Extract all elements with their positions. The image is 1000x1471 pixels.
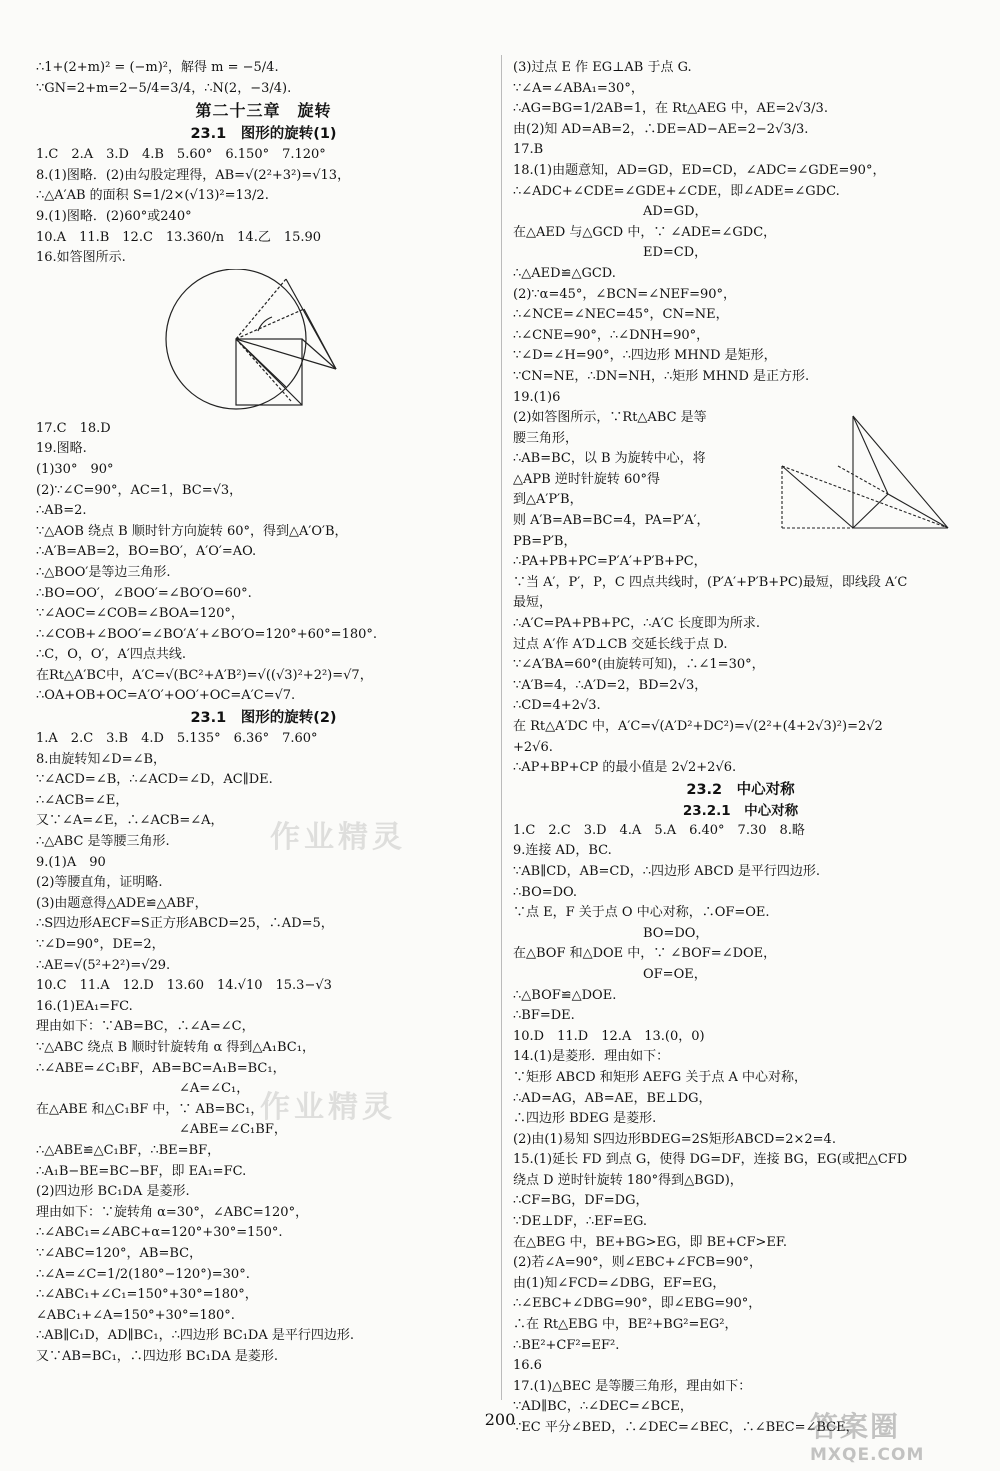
answer-line: 在 Rt△A′DC 中，A′C=√(A′D²+DC²)=√(2²+(4+2√3)²)=2√2 [513, 719, 883, 734]
logo-text: 答案圈 [810, 1410, 901, 1443]
answer-line: 由(2)知 AD=AB=2，∴DE=AD−AE=2−2√3/3. [513, 121, 809, 137]
answer-line: ∵DE⊥DF，∴EF=EG. [513, 1214, 648, 1230]
answer-line: (2)四边形 BC₁DA 是菱形. [36, 1184, 190, 1200]
answer-line: (2)若∠A=90°，则∠EBC+∠FCB=90°， [513, 1255, 762, 1271]
answer-line: 14.(1)是菱形．理由如下： [513, 1049, 670, 1065]
answer-line: 8.(1)图略．(2)由勾股定理得，AB=√(2²+3²)=√13， [36, 167, 351, 183]
answer-line: ∴OA+OB+OC=A′O′+OO′+OC=A′C=√7. [36, 688, 296, 704]
answer-line: AD=GD， [513, 204, 708, 220]
answer-line: ∵∠AOC=∠COB=∠BOA=120°， [36, 606, 244, 622]
answer-line: 在△BOF 和△DOE 中，∵ ∠BOF=∠DOE， [513, 946, 777, 962]
logo-url: MXQE.COM [810, 1445, 925, 1465]
column-divider [501, 55, 502, 1400]
answer-line: 19.(1)6 [513, 389, 561, 405]
answer-line: ∴AB=BC，以 B 为旋转中心，将 [513, 451, 706, 467]
answer-line: 10.A 11.B 12.C 13.360/n 14.乙 15.90 [36, 229, 322, 245]
answer-line: ∴AG=BG=1/2AB=1，在 Rt△AEG 中，AE=2√3/3. [513, 101, 828, 117]
answer-line: 16.如答图所示. [36, 250, 126, 266]
answer-line: ∴四边形 BDEG 是菱形. [513, 1111, 657, 1127]
answer-line: ∴BO=OO′，∠BOO′=∠BO′O=60°. [36, 585, 252, 601]
answer-line: ∴CF=BG，DF=DG， [513, 1193, 649, 1209]
answer-line: (2)由(1)易知 S四边形BDEG=2S矩形ABCD=2×2=4. [513, 1131, 836, 1147]
answer-line: ∠A=∠C₁， [36, 1081, 250, 1097]
answer-line: ∴BO=DO. [513, 884, 578, 900]
answer-line: 理由如下：∵AB=BC，∴∠A=∠C， [36, 1019, 255, 1035]
answer-line: ∴A′C=PA+PB+PC，∴A′C 长度即为所求. [513, 616, 760, 632]
answer-line: ∴A′B=AB=2，BO=BO′，A′O′=AO. [36, 544, 257, 560]
answer-line: ∴CD=4+2√3. [513, 698, 601, 714]
answer-line: ∴△BOF≌△DOE. [513, 987, 617, 1003]
answer-line: 最短， [513, 595, 553, 611]
answer-line: 腰三角形， [513, 430, 579, 446]
answer-line: +2√6. [513, 739, 553, 755]
answer-line: 过点 A′作 A′D⊥CB 交延长线于点 D. [513, 636, 728, 652]
left-column [36, 58, 491, 1367]
answer-line: ∵△ABC 绕点 B 顺时针旋转角 α 得到△A₁BC₁， [36, 1039, 315, 1055]
answer-line: ∴AB∥C₁D，AD∥BC₁，∴四边形 BC₁DA 是平行四边形. [36, 1328, 354, 1344]
answer-line: 17.C 18.D [36, 420, 111, 436]
answer-line: ∴PA+PB+PC=P′A′+P′B+PC， [513, 554, 707, 570]
answer-line: 绕点 D 逆时针旋转 180°得到△BGD)， [513, 1172, 743, 1188]
answer-line: ∵EC 平分∠BED，∴∠DEC=∠BEC，∴∠BEC=∠BCE， [513, 1420, 859, 1435]
answer-line: ∵AB∥CD，AB=CD，∴四边形 ABCD 是平行四边形. [513, 863, 821, 879]
answer-line: ∵∠ABC=120°，AB=BC， [36, 1245, 203, 1261]
answer-line: 10.C 11.A 12.D 13.60 14.√10 15.3−√3 [36, 978, 332, 994]
answer-line: 在△AED 与△GCD 中，∵ ∠ADE=∠GDC， [513, 224, 777, 240]
answer-line: 18.(1)由题意知，AD=GD，ED=CD，∠ADC=∠GDE=90°， [513, 162, 886, 178]
answer-line: 17.(1)△BEC 是等腰三角形，理由如下： [513, 1378, 752, 1394]
answer-line: PB=P′B， [513, 533, 577, 549]
answer-line: ∴1+(2+m)² = (−m)²，解得 m = −5/4. [36, 60, 279, 75]
section-title: 23.1 图形的旋转(1) [190, 126, 337, 143]
answer-line: ∴AE=√(5²+2²)=√29. [36, 957, 171, 973]
answer-line: 在Rt△A′BC中，A′C=√(BC²+A′B²)=√((√3)²+2²)=√7， [36, 667, 373, 683]
answer-line: ∵∠D=∠H=90°，∴四边形 MHND 是矩形， [513, 348, 777, 364]
section-title: 23.2 中心对称 [686, 781, 795, 798]
answer-line: ∴△ABC 是等腰三角形. [36, 834, 170, 850]
answer-line: ∵点 E，F 关于点 O 中心对称，∴OF=OE. [513, 905, 770, 921]
answer-line: ∵∠A=∠ABA₁=30°， [513, 80, 644, 96]
rotation-diagram [166, 269, 336, 409]
answer-line: (3)过点 E 作 EG⊥AB 于点 G. [513, 60, 692, 75]
answer-line: ∴∠ACB=∠E， [36, 792, 129, 808]
answer-line: 1.C 2.C 3.D 4.A 5.A 6.40° 7.30 8.略 [513, 822, 805, 838]
answer-line: ∵∠A′BA=60°(由旋转可知)，∴∠1=30°， [513, 657, 765, 673]
answer-line: ∴A₁B−BE=BC−BF，即 EA₁=FC. [36, 1163, 247, 1179]
answer-line: ED=CD， [513, 245, 708, 261]
answer-line: ∵∠D=90°，DE=2， [36, 937, 165, 952]
site-logo [810, 1405, 970, 1465]
answer-line: ∴△ABE≌△C₁BF，∴BE=BF， [36, 1142, 221, 1158]
answer-line: ∵矩形 ABCD 和矩形 AEFG 关于点 A 中心对称， [513, 1069, 808, 1085]
answer-line: ∴∠EBC+∠DBG=90°，即∠EBG=90°， [513, 1296, 762, 1312]
answer-line: (2)∵α=45°，∠BCN=∠NEF=90°， [513, 286, 737, 302]
answer-line: ∴S四边形AECF=S正方形ABCD=25，∴AD=5， [36, 916, 334, 932]
answer-line: ∵∠ACD=∠B，∴∠ACD=∠D，AC∥DE. [36, 772, 273, 788]
watermark: 作业精灵 [270, 820, 406, 855]
answer-line: (3)由题意得△ADE≌△ABF， [36, 895, 208, 911]
answer-line: ∴∠CNE=90°，∴∠DNH=90°， [513, 327, 710, 343]
answer-line: 又∵AB=BC₁，∴四边形 BC₁DA 是菱形. [36, 1348, 278, 1364]
answer-line: 在△ABE 和△C₁BF 中，∵ AB=BC₁， [36, 1101, 264, 1117]
answer-line: 9.(1)图略．(2)60°或240° [36, 208, 192, 224]
answer-line: BO=DO， [513, 925, 709, 941]
triangle-figure [768, 408, 968, 553]
answer-line: ∵当 A′，P′，P，C 四点共线时，(P′A′+P′B+PC)最短，即线段 A′C [513, 574, 908, 590]
answer-line: ∴△BOO′是等边三角形. [36, 564, 171, 580]
answer-line: ∴∠ABC₁+∠C₁=150°+30°=180°， [36, 1287, 258, 1303]
answer-line: 9.连接 AD，BC. [513, 843, 612, 859]
page-number: 200 [484, 1410, 516, 1429]
answer-line: ∴∠A=∠C=1/2(180°−120°)=30°. [36, 1266, 250, 1282]
answer-line: ∴∠ABE=∠C₁BF，AB=BC=A₁B=BC₁， [36, 1060, 286, 1076]
answer-line: ∴AB=2. [36, 503, 87, 519]
answer-line: ∴∠COB+∠BOO′=∠BO′A′+∠BO′O=120°+60°=180°. [36, 626, 378, 642]
answer-line: ∴AD=AG，AB=AE，BE⊥DG， [513, 1090, 712, 1106]
answer-line: 又∵∠A=∠E，∴∠ACB=∠A， [36, 813, 224, 829]
figure-19-block [513, 408, 968, 552]
rotation-figure [36, 269, 491, 419]
answer-line: 到△A′P′B， [513, 492, 583, 508]
right-column [513, 58, 968, 1439]
chapter-title: 第二十三章 旋转 [195, 101, 332, 121]
answer-line: (2)如答图所示，∵Rt△ABC 是等 [513, 410, 707, 426]
answer-line: 在△BEG 中，BE+BG>EG，即 BE+CF>EF. [513, 1234, 787, 1250]
answer-line: ∴∠ADC+∠CDE=∠GDE+∠CDE，即∠ADE=∠GDC. [513, 183, 840, 199]
answer-line: 8.由旋转知∠D=∠B， [36, 751, 167, 767]
answer-line: ∵AD∥BC，∴∠DEC=∠BCE， [513, 1399, 693, 1415]
answer-line: ∵△AOB 绕点 B 顺时针方向旋转 60°，得到△A′O′B， [36, 523, 348, 539]
triangle-diagram [782, 416, 948, 528]
answer-line: 16.(1)EA₁=FC. [36, 998, 133, 1014]
answer-line: ∴∠ABC₁=∠ABC+α=120°+30°=150°. [36, 1225, 283, 1241]
answer-line: 16.6 [513, 1358, 542, 1374]
subsection-title: 23.2.1 中心对称 [682, 802, 799, 819]
answer-line: (2)∵∠C=90°，AC=1，BC=√3， [36, 482, 243, 498]
answer-line: (2)等腰直角，证明略. [36, 875, 163, 891]
answer-line: 理由如下：∵旋转角 α=30°，∠ABC=120°， [36, 1204, 309, 1220]
answer-line: ∴BE²+CF²=EF². [513, 1337, 620, 1353]
answer-line: 10.D 11.D 12.A 13.(0，0) [513, 1028, 705, 1044]
figure-16 [36, 269, 491, 419]
answer-line: ∴△AED≌△GCD. [513, 265, 616, 281]
answer-line: (1)30° 90° [36, 461, 114, 477]
answer-line: ∴在 Rt△EBG 中，BE²+BG²=EG²， [513, 1317, 738, 1333]
answer-line: 19.图略. [36, 441, 87, 457]
answer-line: ∴AP+BP+CP 的最小值是 2√2+2√6. [513, 760, 737, 776]
answer-line: 17.B [513, 142, 544, 158]
section-title: 23.1 图形的旋转(2) [190, 710, 337, 727]
answer-line: ∠ABC₁+∠A=150°+30°=180°. [36, 1307, 235, 1323]
answer-line: 1.A 2.C 3.B 4.D 5.135° 6.36° 7.60° [36, 731, 318, 747]
answer-line: ∠ABE=∠C₁BF， [36, 1122, 287, 1138]
answer-line: 15.(1)延长 FD 到点 G，使得 DG=DF，连接 BG，EG(或把△CFD [513, 1152, 908, 1168]
answer-line: OF=OE， [513, 966, 707, 982]
answer-line: 1.C 2.A 3.D 4.B 5.60° 6.150° 7.120° [36, 147, 326, 163]
answer-line: ∴C，O，O′，A′四点共线. [36, 647, 186, 663]
answer-line: ∴BF=DE. [513, 1008, 575, 1024]
answer-line: 由(1)知∠FCD=∠DBG，EF=EG， [513, 1275, 726, 1291]
answer-line: ∵CN=NE，∴DN=NH，∴矩形 MHND 是正方形. [513, 368, 810, 384]
answer-line: △APB 逆时针旋转 60°得 [513, 471, 660, 487]
answer-line: ∵GN=2+m=2−5/4=3/4，∴N(2，−3/4). [36, 80, 292, 96]
answer-line: ∵A′B=4，∴A′D=2，BD=2√3， [513, 677, 708, 693]
answer-line: 9.(1)A 90 [36, 854, 106, 870]
answer-line: 则 A′B=AB=BC=4，PA=P′A′， [513, 513, 710, 529]
watermark: 作业精灵 [260, 1090, 396, 1125]
answer-line: ∴∠NCE=∠NEC=45°，CN=NE， [513, 307, 729, 323]
answer-line: ∴△A′AB 的面积 S=1/2×(√13)²=13/2. [36, 188, 269, 204]
